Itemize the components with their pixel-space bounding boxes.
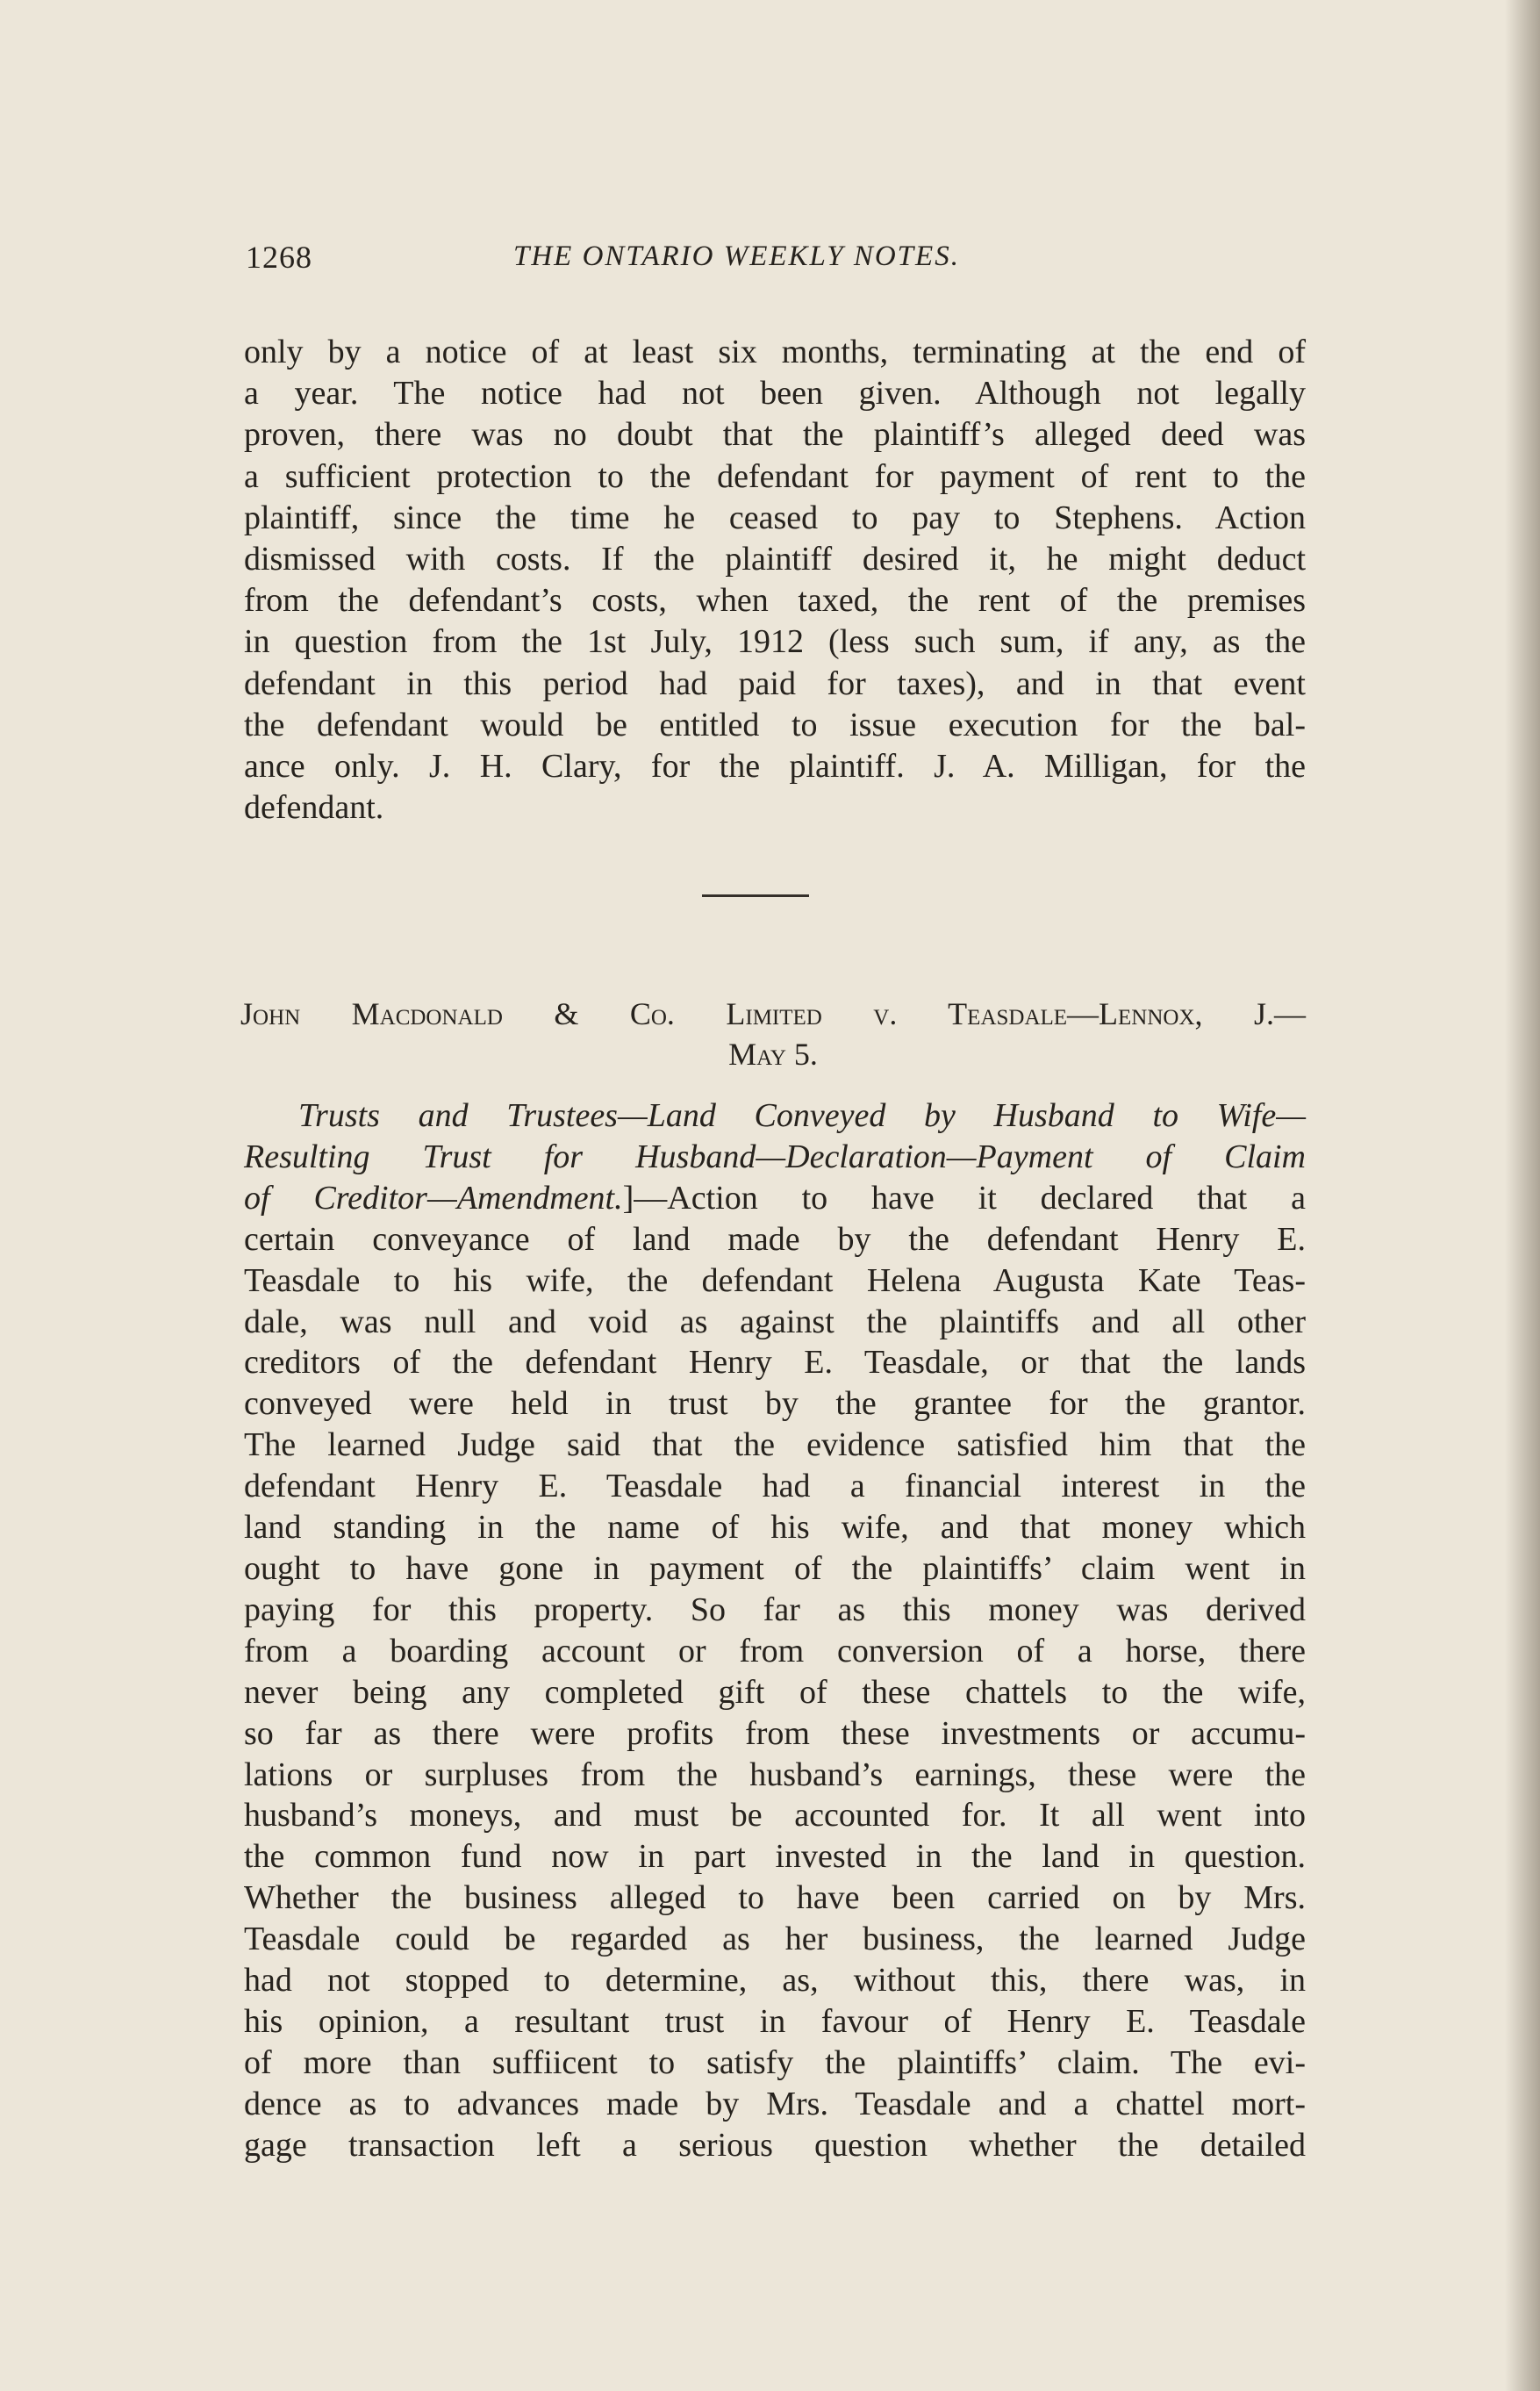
text-line: the common fund now in part invested in the land in question.	[244, 1838, 1306, 1876]
text-line: his opinion, a resultant trust in favour of Henry E. Teasdale	[244, 2002, 1306, 2040]
headnote-line	[244, 1137, 1306, 1178]
headnote-text: of Creditor—Amendment.	[244, 1179, 623, 1217]
case-report-paragraph	[244, 1095, 1306, 2166]
page-edge-shadow	[1505, 0, 1540, 2391]
text-line: never being any completed gift of these chattels to the wife,	[244, 1673, 1306, 1711]
text-line: defendant in this period had paid for taxes), and in that event	[244, 664, 1306, 702]
text-line: dismissed with costs. If the plaintiff desired it, he might deduct	[244, 541, 1306, 578]
text-line: so far as there were profits from these investments or accumu-	[244, 1714, 1306, 1752]
text-line: lations or surpluses from the husband’s earnings, these were the	[244, 1756, 1306, 1793]
text-line: from a boarding account or from conversion of a horse, there	[244, 1632, 1306, 1669]
headnote-text: Trusts and Trustees—Land Conveyed by Husband to Wife—	[298, 1097, 1306, 1134]
text-line: ance only. J. H. Clary, for the plaintiff. J. A. Milligan, for the	[244, 748, 1306, 786]
text-line: dence as to advances made by Mrs. Teasdale and a chattel mort-	[244, 2085, 1306, 2122]
text-line: a sufficient protection to the defendant for payment of rent to the	[244, 457, 1306, 495]
text-line: Teasdale to his wife, the defendant Helena Augusta Kate Teas-	[244, 1261, 1306, 1299]
text-line: land standing in the name of his wife, and that money which	[244, 1509, 1306, 1547]
text-line: in question from the 1st July, 1912 (less such sum, if any, as the	[244, 623, 1306, 661]
headnote-line	[244, 1095, 1306, 1137]
headnote-line	[244, 1178, 1306, 1219]
text-line: dale, was null and void as against the plaintiffs and all other	[244, 1303, 1306, 1340]
text-line: Teasdale could be regarded as her business, the learned Judge	[244, 1921, 1306, 1958]
text-line: from the defendant’s costs, when taxed, the rent of the premises	[244, 582, 1306, 620]
text-line: of more than suffiicent to satisfy the plaintiffs’ claim. The evi-	[244, 2043, 1306, 2081]
text-line: gage transaction left a serious question whether the detailed	[244, 2126, 1306, 2164]
text-line: paying for this property. So far as this money was derived	[244, 1590, 1306, 1628]
case-title-line: John Macdonald & Co. Limited v. Teasdale—Lennox, J.—	[240, 996, 1306, 1031]
text-line: proven, there was no doubt that the plaintiff’s alleged deed was	[244, 416, 1306, 454]
text-line: ought to have gone in payment of the plaintiffs’ claim went in	[244, 1549, 1306, 1587]
headnote-text: Resulting Trust for Husband—Declaration—Payment of Claim	[244, 1138, 1306, 1175]
text-line: only by a notice of at least six months, terminating at the end of	[244, 334, 1306, 370]
text-line: certain conveyance of land made by the defendant Henry E.	[244, 1220, 1306, 1258]
text-line: conveyed were held in trust by the grantee for the grantor.	[244, 1385, 1306, 1423]
page-number: 1268	[246, 240, 312, 275]
text-line: defendant.	[244, 789, 384, 827]
case-title	[240, 994, 1306, 1074]
text-line: had not stopped to determine, as, without this, there was, in	[244, 1962, 1306, 2000]
section-divider	[702, 894, 809, 897]
text-line: defendant Henry E. Teasdale had a financial interest in the	[244, 1468, 1306, 1505]
text-line: the defendant would be entitled to issue execution for the bal-	[244, 706, 1306, 743]
text-line: creditors of the defendant Henry E. Teasdale, or that the lands	[244, 1344, 1306, 1382]
text-line: husband’s moneys, and must be accounted for. It all went into	[244, 1797, 1306, 1835]
text-line: Whether the business alleged to have been carried on by Mrs.	[244, 1879, 1306, 1917]
headnote-rest: ]—Action to have it declared that a	[622, 1179, 1306, 1217]
paragraph-continuation	[244, 332, 1306, 829]
text-line: plaintiff, since the time he ceased to pay to Stephens. Action	[244, 499, 1306, 536]
text-line: a year. The notice had not been given. Although not legally	[244, 375, 1306, 413]
case-date: May 5.	[728, 1037, 818, 1072]
page-header	[246, 239, 1035, 291]
text-line: The learned Judge said that the evidence satisfied him that the	[244, 1426, 1306, 1464]
running-head: THE ONTARIO WEEKLY NOTES.	[513, 241, 960, 272]
